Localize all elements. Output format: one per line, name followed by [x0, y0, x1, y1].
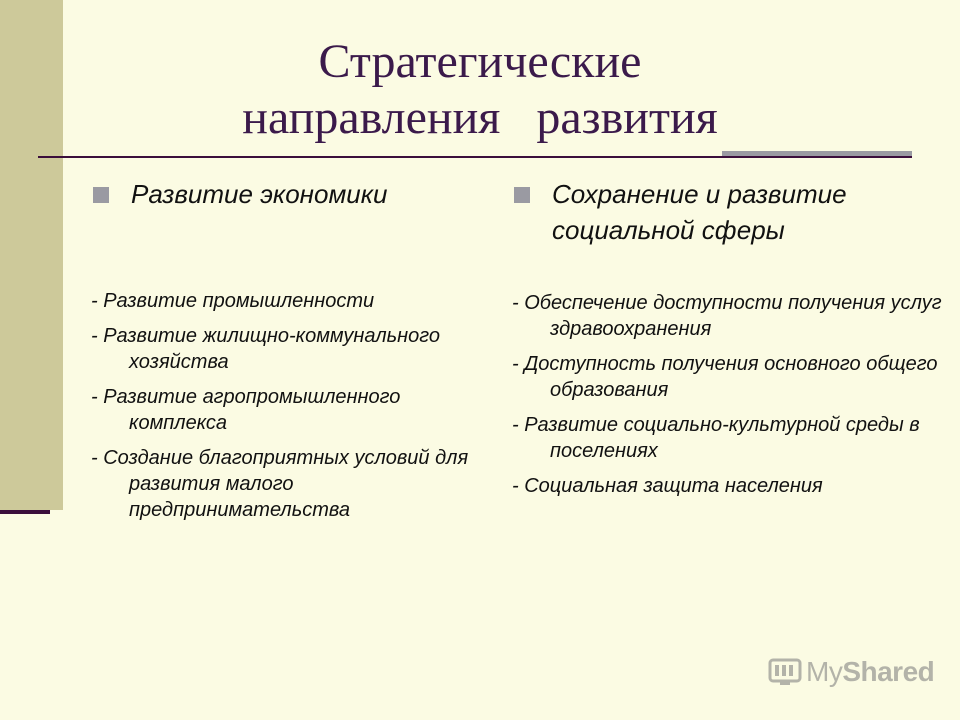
watermark	[768, 656, 934, 688]
social-list	[512, 290, 942, 499]
social-heading-text: Сохранение и развитие социальной сферы	[552, 179, 847, 245]
myshared-logo-icon	[768, 657, 802, 687]
list-item: - Создание благоприятных условий для развития малого предпринимательства	[91, 447, 469, 521]
social-heading	[512, 176, 942, 248]
list-item: - Развитие промышленности	[91, 290, 375, 312]
economy-heading	[91, 176, 491, 212]
social-column	[512, 176, 942, 508]
slide-title-line-1: Стратегические	[318, 35, 642, 88]
title-rule	[38, 156, 912, 158]
side-decoration-line	[0, 510, 50, 514]
square-bullet-icon	[93, 187, 109, 203]
watermark-text: MyShared	[806, 656, 935, 687]
economy-heading-text: Развитие экономики	[131, 179, 388, 209]
square-bullet-icon	[514, 187, 530, 203]
list-item: - Развитие агропромышленного комплекса	[91, 386, 401, 434]
list-item: - Развитие жилищно-коммунального хозяйства	[91, 325, 441, 373]
slide-title	[64, 34, 896, 146]
slide-title-line-2: направления развития	[242, 91, 718, 144]
economy-column	[91, 176, 491, 532]
side-decoration-band	[0, 0, 63, 510]
list-item: - Социальная защита населения	[512, 475, 823, 497]
list-item: - Доступность получения основного общего образования	[512, 353, 938, 401]
list-item: - Обеспечение доступности получения услуг здравоохранения	[512, 292, 942, 340]
economy-list	[91, 288, 491, 523]
list-item: - Развитие социально-культурной среды в поселениях	[512, 414, 920, 462]
